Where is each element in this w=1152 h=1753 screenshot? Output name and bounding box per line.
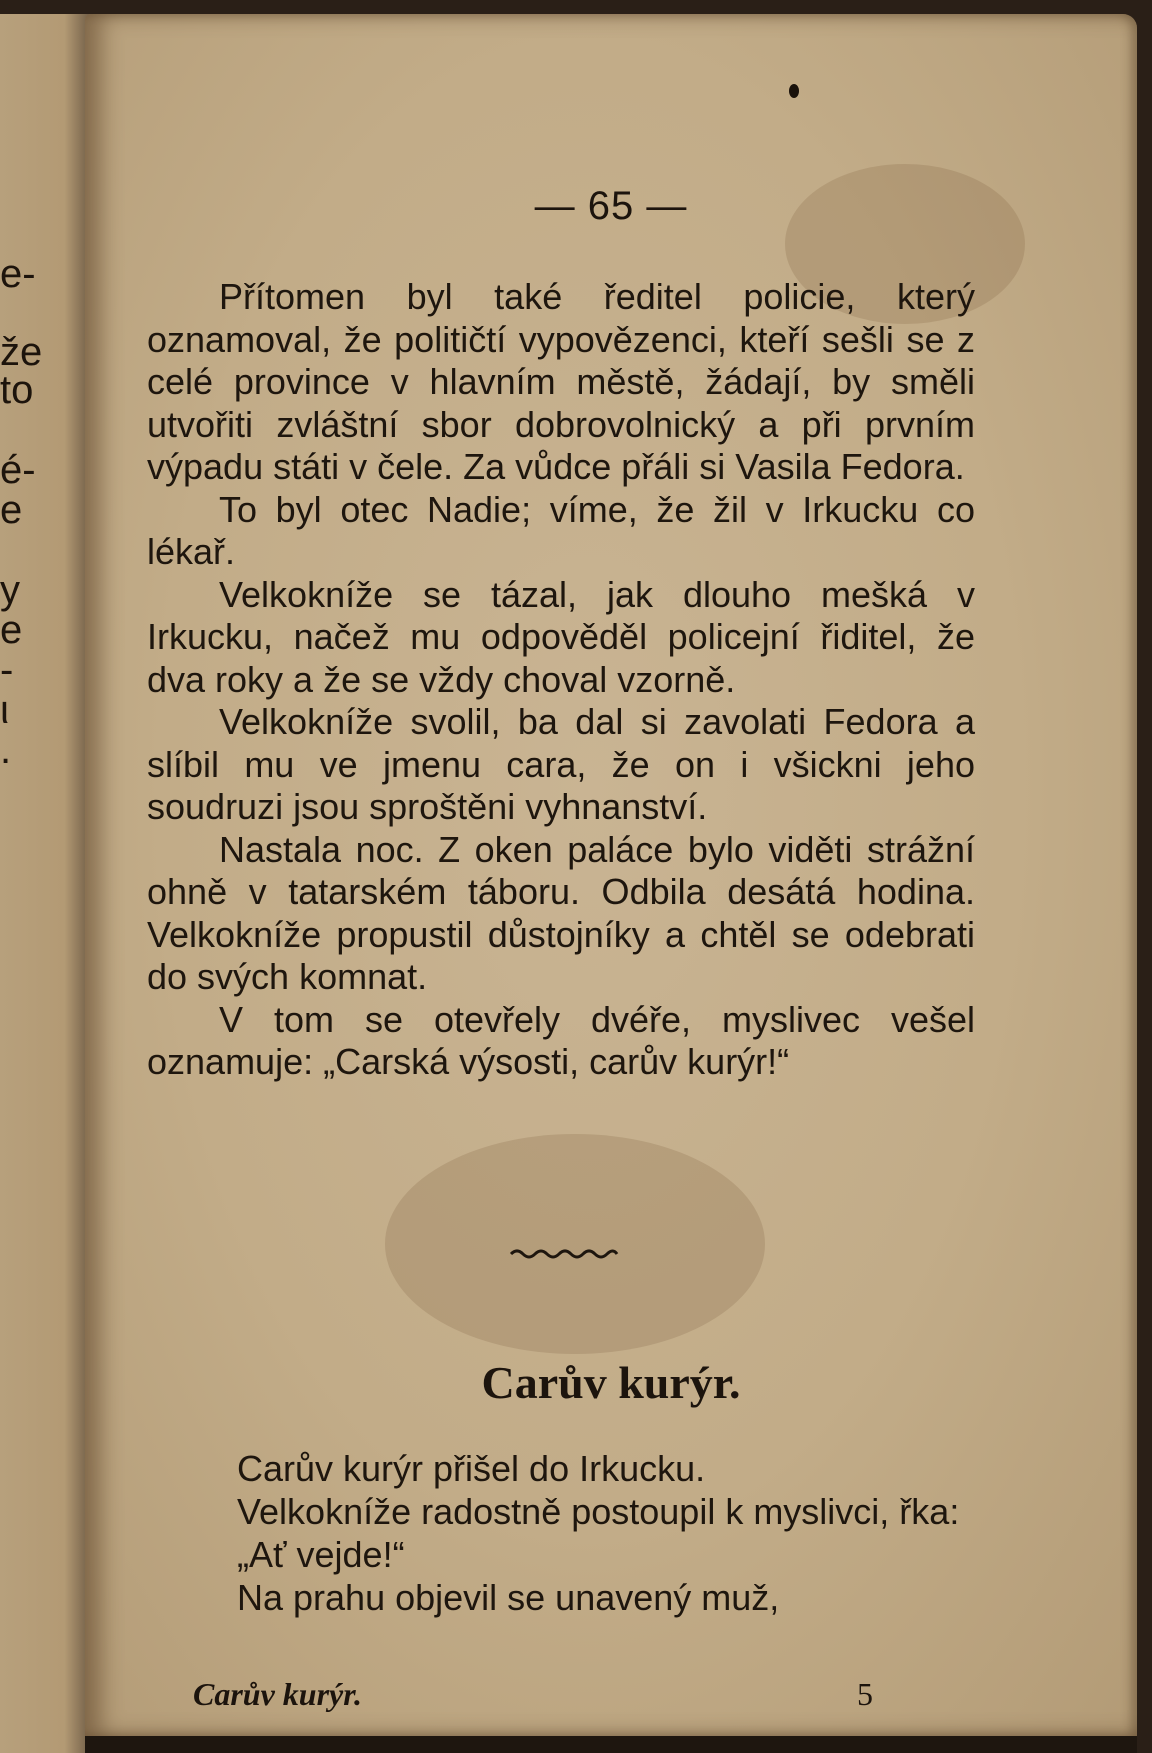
book-page bbox=[85, 14, 1137, 1736]
paragraph: Velkokníže svolil, ba dal si zavolati Fedora a slíbil mu ve jmenu cara, že on i všickni jeho soudruzi jsou sproštěni vyhnanství. bbox=[147, 701, 975, 827]
prev-fragment: e bbox=[0, 488, 23, 532]
running-title: Carův kurýr. bbox=[193, 1676, 362, 1712]
previous-page-edge bbox=[0, 14, 92, 1753]
paragraph: Nastala noc. Z oken paláce bylo viděti strážní ohně v tatarském táboru. Odbila desátá hodina. Velkokníže propustil důstojníky a chtěl se odebrati do svých komnat. bbox=[147, 828, 975, 997]
prev-fragment: to bbox=[0, 368, 34, 412]
signature-mark: 5 bbox=[857, 1676, 873, 1712]
prev-fragment: ι bbox=[0, 688, 9, 732]
paragraph: Na prahu objevil se unavený muž, bbox=[237, 1577, 780, 1618]
body-text bbox=[147, 276, 975, 1084]
prev-fragment: é- bbox=[0, 448, 36, 492]
section-heading: Carův kurýr. bbox=[481, 1357, 741, 1408]
wavy-ornament bbox=[509, 1246, 619, 1262]
prev-fragment: . bbox=[0, 728, 12, 772]
paragraph: Velkokníže radostně postoupil k myslivci, řka: bbox=[237, 1491, 960, 1532]
paragraph: Velkokníže se tázal, jak dlouho mešká v Irkucku, načež mu odpověděl policejní řiditel, že dva roky a že se vždy choval vzorně. bbox=[147, 573, 975, 700]
prev-fragment: že bbox=[0, 330, 43, 374]
prev-fragment: y bbox=[0, 568, 20, 612]
paragraph: „Ať vejde!“ bbox=[237, 1534, 405, 1575]
section-body bbox=[147, 1447, 975, 1619]
ink-spot bbox=[789, 84, 799, 98]
prev-fragment: e- bbox=[0, 252, 36, 296]
page-bottom-edge bbox=[85, 1736, 1137, 1753]
paper-stain bbox=[385, 1134, 765, 1354]
prev-fragment: e bbox=[0, 608, 23, 652]
paragraph: V tom se otevřely dvéře, myslivec vešel oznamuje: „Carská výsosti, carův kurýr!“ bbox=[147, 998, 975, 1082]
page-number: — 65 — bbox=[534, 184, 688, 228]
paragraph: To byl otec Nadie; víme, že žil v Irkucku co lékař. bbox=[147, 488, 975, 572]
paragraph: Přítomen byl také ředitel policie, který oznamoval, že političtí vypovězenci, kteří sešli se z celé province v hlavním městě, žádají, by směli utvořiti zvláštní sbor dobrovolnický a při prvním výpadu státi v čele. Za vůdce přáli si Vasila Fedora. bbox=[147, 276, 975, 487]
prev-fragment: - bbox=[0, 648, 14, 692]
paragraph: Carův kurýr přišel do Irkucku. bbox=[237, 1448, 706, 1489]
